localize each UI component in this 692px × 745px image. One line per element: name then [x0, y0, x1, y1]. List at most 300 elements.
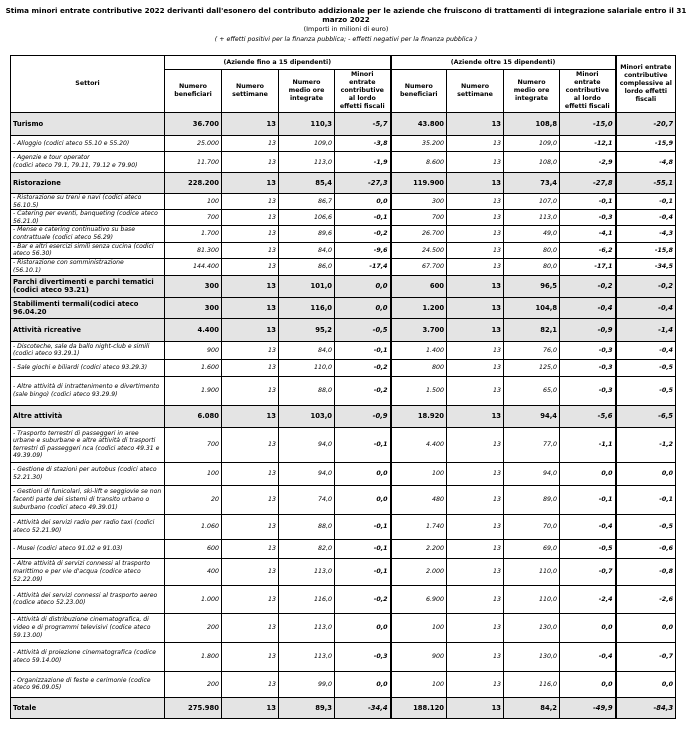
weeks-small-cell: 13	[222, 697, 279, 718]
lost-revenue-total-cell: -0,4	[616, 210, 676, 226]
group-small-firms-header: (Aziende fino a 15 dipendenti)	[165, 56, 391, 70]
weeks-large-cell: 13	[447, 514, 504, 539]
beneficiaries-large-cell: 18.920	[391, 405, 447, 427]
beneficiaries-large-cell: 800	[391, 359, 447, 376]
beneficiaries-small-cell: 900	[165, 341, 222, 359]
subsector-row	[11, 226, 676, 242]
lost-revenue-total-cell: -0,5	[616, 359, 676, 376]
sector-label: - Attività di distribuzione cinematografica, di video e di programmi televisivi (codice ateco 59.13.00)	[11, 613, 165, 642]
weeks-large-cell: 13	[447, 558, 504, 585]
weeks-large-cell: 13	[447, 258, 504, 275]
subsector-row	[11, 427, 676, 462]
lost-revenue-total-cell: -20,7	[616, 113, 676, 136]
weeks-large-cell: 13	[447, 697, 504, 718]
beneficiaries-large-cell: 900	[391, 642, 447, 671]
sector-label: - Sale giochi e biliardi (codici ateco 93.29.3)	[11, 359, 165, 376]
hours-large-cell: 107,0	[504, 194, 560, 210]
weeks-large-cell: 13	[447, 136, 504, 152]
lost-revenue-small-cell: -17,4	[335, 258, 391, 275]
lost-revenue-small-cell: -0,3	[335, 642, 391, 671]
sector-label: Turismo	[11, 113, 165, 136]
lost-revenue-large-cell: -0,1	[560, 485, 616, 514]
hours-small-cell: 74,0	[279, 485, 335, 514]
hours-large-cell: 108,0	[504, 152, 560, 173]
weeks-large-cell: 13	[447, 318, 504, 341]
lost-revenue-total-cell: -0,5	[616, 514, 676, 539]
beneficiaries-small-cell: 1.900	[165, 376, 222, 405]
subsector-row	[11, 210, 676, 226]
hours-small-cell: 86,0	[279, 258, 335, 275]
sector-label: Attività ricreative	[11, 318, 165, 341]
beneficiaries-large-cell: 1.740	[391, 514, 447, 539]
weeks-large-cell: 13	[447, 210, 504, 226]
lost-revenue-large-cell: -2,4	[560, 585, 616, 613]
beneficiaries-small-cell: 1.800	[165, 642, 222, 671]
hours-large-cell: 94,0	[504, 462, 560, 485]
sector-row	[11, 275, 676, 297]
weeks-small-cell: 13	[222, 297, 279, 318]
lost-revenue-small-cell: -0,1	[335, 539, 391, 558]
lost-revenue-total-cell: -0,8	[616, 558, 676, 585]
beneficiaries-large-cell: 24.500	[391, 242, 447, 258]
lost-revenue-large-cell: -0,5	[560, 539, 616, 558]
lost-revenue-large-cell: -6,2	[560, 242, 616, 258]
weeks-small-cell: 13	[222, 485, 279, 514]
lost-revenue-total-cell: -1,2	[616, 427, 676, 462]
lost-revenue-small-cell: -0,1	[335, 210, 391, 226]
sector-row	[11, 173, 676, 194]
sector-label: - Ristorazione con somministrazione (56.10.1)	[11, 258, 165, 275]
beneficiaries-large-cell: 100	[391, 462, 447, 485]
beneficiaries-small-cell: 6.080	[165, 405, 222, 427]
lost-revenue-large-cell: 0,0	[560, 462, 616, 485]
beneficiaries-small-cell: 1.060	[165, 514, 222, 539]
subsector-row	[11, 242, 676, 258]
weeks-small-cell: 13	[222, 376, 279, 405]
lost-revenue-total-cell: -0,1	[616, 485, 676, 514]
sector-row	[11, 297, 676, 318]
hours-small-cell: 116,0	[279, 585, 335, 613]
weeks-header-large: Numero settimane	[447, 70, 504, 113]
sector-header: Settori	[11, 56, 165, 113]
beneficiaries-small-cell: 11.700	[165, 152, 222, 173]
lost-revenue-small-cell: -0,5	[335, 318, 391, 341]
weeks-small-cell: 13	[222, 152, 279, 173]
hours-small-cell: 110,0	[279, 359, 335, 376]
weeks-small-cell: 13	[222, 275, 279, 297]
lost-revenue-large-cell: -17,1	[560, 258, 616, 275]
hours-small-cell: 94,0	[279, 427, 335, 462]
beneficiaries-small-cell: 700	[165, 210, 222, 226]
lost-revenue-total-cell: -0,4	[616, 297, 676, 318]
lost-revenue-small-cell: -3,8	[335, 136, 391, 152]
hours-large-cell: 96,5	[504, 275, 560, 297]
beneficiaries-large-cell: 188.120	[391, 697, 447, 718]
hours-large-cell: 89,0	[504, 485, 560, 514]
sector-row	[11, 318, 676, 341]
hours-large-cell: 65,0	[504, 376, 560, 405]
sector-label: - Bar e altri esercizi simili senza cucina (codici ateco 56.30)	[11, 242, 165, 258]
beneficiaries-small-cell: 200	[165, 671, 222, 697]
lost-revenue-large-cell: -0,3	[560, 341, 616, 359]
hours-large-cell: 73,4	[504, 173, 560, 194]
lost-revenue-large-cell: -0,9	[560, 318, 616, 341]
weeks-small-cell: 13	[222, 318, 279, 341]
beneficiaries-large-cell: 4.400	[391, 427, 447, 462]
beneficiaries-small-cell: 4.400	[165, 318, 222, 341]
sector-label: - Organizzazione di feste e cerimonie (codice ateco 96.09.05)	[11, 671, 165, 697]
weeks-small-cell: 13	[222, 113, 279, 136]
subsector-row	[11, 485, 676, 514]
beneficiaries-small-cell: 25.000	[165, 136, 222, 152]
beneficiaries-small-cell: 1.600	[165, 359, 222, 376]
lost-revenue-header-small: Minori entrate contributive al lordo effetti fiscali	[335, 70, 391, 113]
hours-small-cell: 82,0	[279, 539, 335, 558]
sector-label: Altre attività	[11, 405, 165, 427]
hours-small-cell: 94,0	[279, 462, 335, 485]
beneficiaries-small-cell: 275.980	[165, 697, 222, 718]
weeks-small-cell: 13	[222, 210, 279, 226]
unit-note: (Importi in milioni di euro)	[303, 25, 389, 33]
lost-revenue-large-cell: 0,0	[560, 613, 616, 642]
beneficiaries-large-cell: 1.400	[391, 341, 447, 359]
hours-large-cell: 130,0	[504, 613, 560, 642]
hours-header-large: Numero medio ore integrate	[504, 70, 560, 113]
hours-small-cell: 89,6	[279, 226, 335, 242]
lost-revenue-total-cell: -0,5	[616, 376, 676, 405]
sector-label: - Attività dei servizi radio per radio taxi (codici ateco 52.21.90)	[11, 514, 165, 539]
beneficiaries-large-cell: 8.600	[391, 152, 447, 173]
subsector-row	[11, 613, 676, 642]
lost-revenue-total-cell: -0,2	[616, 275, 676, 297]
sector-label: - Mense e catering continuativo su base contrattuale (codici ateco 56.29)	[11, 226, 165, 242]
lost-revenue-small-cell: -0,1	[335, 427, 391, 462]
lost-revenue-total-cell: -84,3	[616, 697, 676, 718]
sector-label: Ristorazione	[11, 173, 165, 194]
lost-revenue-large-cell: -12,1	[560, 136, 616, 152]
hours-large-cell: 109,0	[504, 136, 560, 152]
lost-revenue-small-cell: 0,0	[335, 671, 391, 697]
subsector-row	[11, 152, 676, 173]
weeks-small-cell: 13	[222, 539, 279, 558]
subsector-row	[11, 359, 676, 376]
lost-revenue-small-cell: -34,4	[335, 697, 391, 718]
lost-revenue-total-cell: -2,6	[616, 585, 676, 613]
weeks-small-cell: 13	[222, 671, 279, 697]
lost-revenue-total-cell: -15,8	[616, 242, 676, 258]
lost-revenue-large-cell: -0,4	[560, 514, 616, 539]
sector-label: - Gestione di stazioni per autobus (codici ateco 52.21.30)	[11, 462, 165, 485]
lost-revenue-total-cell: 0,0	[616, 671, 676, 697]
sector-row	[11, 405, 676, 427]
weeks-large-cell: 13	[447, 642, 504, 671]
hours-large-cell: 82,1	[504, 318, 560, 341]
lost-revenue-large-cell: -4,1	[560, 226, 616, 242]
beneficiaries-small-cell: 200	[165, 613, 222, 642]
weeks-large-cell: 13	[447, 671, 504, 697]
weeks-small-cell: 13	[222, 258, 279, 275]
lost-revenue-total-cell: -6,5	[616, 405, 676, 427]
hours-small-cell: 85,4	[279, 173, 335, 194]
lost-revenue-small-cell: -9,6	[335, 242, 391, 258]
beneficiaries-large-cell: 300	[391, 194, 447, 210]
lost-revenue-large-cell: -0,7	[560, 558, 616, 585]
subsector-row	[11, 642, 676, 671]
lost-revenue-large-cell: 0,0	[560, 671, 616, 697]
beneficiaries-small-cell: 1.700	[165, 226, 222, 242]
subsector-row	[11, 514, 676, 539]
weeks-large-cell: 13	[447, 152, 504, 173]
weeks-large-cell: 13	[447, 226, 504, 242]
weeks-large-cell: 13	[447, 462, 504, 485]
hours-small-cell: 88,0	[279, 376, 335, 405]
hours-large-cell: 77,0	[504, 427, 560, 462]
hours-small-cell: 113,0	[279, 152, 335, 173]
beneficiaries-large-cell: 43.800	[391, 113, 447, 136]
sector-label: - Discoteche, sale da ballo night-club e simili (codici ateco 93.29.1)	[11, 341, 165, 359]
beneficiaries-large-cell: 1.500	[391, 376, 447, 405]
hours-small-cell: 116,0	[279, 297, 335, 318]
hours-large-cell: 80,0	[504, 242, 560, 258]
hours-small-cell: 101,0	[279, 275, 335, 297]
beneficiaries-header-small: Numero beneficiari	[165, 70, 222, 113]
beneficiaries-header-large: Numero beneficiari	[391, 70, 447, 113]
weeks-large-cell: 13	[447, 485, 504, 514]
sign-note: ( + effetti positivi per la finanza pubblica; - effetti negativi per la finanza pubblica )	[214, 36, 478, 43]
beneficiaries-large-cell: 3.700	[391, 318, 447, 341]
lost-revenue-small-cell: 0,0	[335, 485, 391, 514]
lost-revenue-total-cell: -0,4	[616, 341, 676, 359]
weeks-large-cell: 13	[447, 242, 504, 258]
sector-label: - Altre attività di intrattenimento e divertimento (sale bingo) (codici ateco 93.29.9)	[11, 376, 165, 405]
beneficiaries-large-cell: 6.900	[391, 585, 447, 613]
hours-small-cell: 99,0	[279, 671, 335, 697]
lost-revenue-small-cell: -1,9	[335, 152, 391, 173]
weeks-large-cell: 13	[447, 113, 504, 136]
hours-small-cell: 110,3	[279, 113, 335, 136]
beneficiaries-large-cell: 67.700	[391, 258, 447, 275]
weeks-large-cell: 13	[447, 613, 504, 642]
contributions-table	[10, 55, 676, 719]
lost-revenue-small-cell: -0,2	[335, 359, 391, 376]
weeks-large-cell: 13	[447, 405, 504, 427]
hours-large-cell: 69,0	[504, 539, 560, 558]
beneficiaries-large-cell: 35.200	[391, 136, 447, 152]
beneficiaries-large-cell: 1.200	[391, 297, 447, 318]
subsector-row	[11, 341, 676, 359]
sector-label: - Catering per eventi, banqueting (codice ateco 56.21.0)	[11, 210, 165, 226]
sector-label: Totale	[11, 697, 165, 718]
lost-revenue-large-cell: -27,8	[560, 173, 616, 194]
lost-revenue-total-cell: -34,5	[616, 258, 676, 275]
sector-label: Parchi divertimenti e parchi tematici (codici ateco 93.21)	[11, 275, 165, 297]
weeks-small-cell: 13	[222, 242, 279, 258]
lost-revenue-total-cell: -1,4	[616, 318, 676, 341]
lost-revenue-large-cell: -0,3	[560, 210, 616, 226]
lost-revenue-large-cell: -15,0	[560, 113, 616, 136]
lost-revenue-large-cell: -2,9	[560, 152, 616, 173]
beneficiaries-small-cell: 300	[165, 297, 222, 318]
beneficiaries-small-cell: 700	[165, 427, 222, 462]
lost-revenue-small-cell: -0,1	[335, 514, 391, 539]
sector-label: - Trasporto terrestri di passeggeri in aree urbane e suburbane e altre attività di trasporti terrestri di passeggeri nca (codici ateco 49.31 e 49.39.09)	[11, 427, 165, 462]
beneficiaries-large-cell: 700	[391, 210, 447, 226]
subsector-row	[11, 671, 676, 697]
lost-revenue-small-cell: -0,2	[335, 585, 391, 613]
document-title: Stima minori entrate contributive 2022 derivanti dall'esonero del contributo addizionale per le aziende che fruiscono di trattamenti di integrazione salariale entro il 31 marzo 2022	[5, 6, 687, 24]
beneficiaries-small-cell: 20	[165, 485, 222, 514]
weeks-small-cell: 13	[222, 136, 279, 152]
beneficiaries-large-cell: 2.200	[391, 539, 447, 558]
beneficiaries-large-cell: 100	[391, 613, 447, 642]
hours-small-cell: 109,0	[279, 136, 335, 152]
lost-revenue-total-cell: -4,3	[616, 226, 676, 242]
lost-revenue-total-cell: -0,6	[616, 539, 676, 558]
lost-revenue-small-cell: 0,0	[335, 462, 391, 485]
table-body	[11, 113, 676, 719]
lost-revenue-small-cell: -0,1	[335, 341, 391, 359]
hours-large-cell: 130,0	[504, 642, 560, 671]
lost-revenue-large-cell: -0,4	[560, 297, 616, 318]
sector-row	[11, 113, 676, 136]
hours-small-cell: 103,0	[279, 405, 335, 427]
lost-revenue-small-cell: 0,0	[335, 275, 391, 297]
lost-revenue-header-large: Minori entrate contributive al lordo effetti fiscali	[560, 70, 616, 113]
sector-label: - Ristorazione su treni e navi (codici ateco 56.10.5)	[11, 194, 165, 210]
hours-large-cell: 84,2	[504, 697, 560, 718]
hours-large-cell: 76,0	[504, 341, 560, 359]
subsector-row	[11, 558, 676, 585]
beneficiaries-small-cell: 600	[165, 539, 222, 558]
hours-small-cell: 84,0	[279, 341, 335, 359]
lost-revenue-small-cell: -0,1	[335, 558, 391, 585]
lost-revenue-small-cell: -0,2	[335, 226, 391, 242]
lost-revenue-large-cell: -0,3	[560, 359, 616, 376]
weeks-small-cell: 13	[222, 226, 279, 242]
weeks-large-cell: 13	[447, 297, 504, 318]
sector-label: - Musei (codici ateco 91.02 e 91.03)	[11, 539, 165, 558]
hours-large-cell: 116,0	[504, 671, 560, 697]
weeks-large-cell: 13	[447, 585, 504, 613]
hours-small-cell: 84,0	[279, 242, 335, 258]
hours-large-cell: 125,0	[504, 359, 560, 376]
lost-revenue-large-cell: -1,1	[560, 427, 616, 462]
beneficiaries-small-cell: 1.000	[165, 585, 222, 613]
lost-revenue-small-cell: -0,2	[335, 376, 391, 405]
hours-small-cell: 95,2	[279, 318, 335, 341]
beneficiaries-small-cell: 100	[165, 194, 222, 210]
lost-revenue-small-cell: -0,9	[335, 405, 391, 427]
sector-row	[11, 697, 676, 718]
weeks-large-cell: 13	[447, 275, 504, 297]
beneficiaries-small-cell: 81.300	[165, 242, 222, 258]
group-large-firms-header: (Aziende oltre 15 dipendenti)	[391, 56, 616, 70]
sector-label: - Attività di proiezione cinematografica (codice ateco 59.14.00)	[11, 642, 165, 671]
beneficiaries-small-cell: 228.200	[165, 173, 222, 194]
hours-large-cell: 70,0	[504, 514, 560, 539]
lost-revenue-small-cell: -5,7	[335, 113, 391, 136]
lost-revenue-small-cell: -27,3	[335, 173, 391, 194]
sector-label: - Altre attività di servizi connessi al trasporto marittimo e per vie d'acqua (codice ateco 52.22.09)	[11, 558, 165, 585]
weeks-large-cell: 13	[447, 359, 504, 376]
lost-revenue-large-cell: -0,4	[560, 642, 616, 671]
subsector-row	[11, 136, 676, 152]
beneficiaries-small-cell: 300	[165, 275, 222, 297]
sector-label: Stabilimenti termali(codici ateco 96.04.20	[11, 297, 165, 318]
hours-large-cell: 49,0	[504, 226, 560, 242]
hours-large-cell: 108,8	[504, 113, 560, 136]
weeks-small-cell: 13	[222, 613, 279, 642]
hours-small-cell: 113,0	[279, 642, 335, 671]
beneficiaries-large-cell: 2.000	[391, 558, 447, 585]
hours-large-cell: 110,0	[504, 558, 560, 585]
hours-small-cell: 89,3	[279, 697, 335, 718]
subsector-row	[11, 194, 676, 210]
lost-revenue-small-cell: 0,0	[335, 297, 391, 318]
lost-revenue-large-cell: -5,6	[560, 405, 616, 427]
beneficiaries-large-cell: 26.700	[391, 226, 447, 242]
weeks-small-cell: 13	[222, 585, 279, 613]
hours-header-small: Numero medio ore integrate	[279, 70, 335, 113]
weeks-small-cell: 13	[222, 173, 279, 194]
total-lost-revenue-header: Minori entrate contributive complessive al lordo effetti fiscali	[616, 56, 676, 113]
lost-revenue-large-cell: -49,9	[560, 697, 616, 718]
subsector-row	[11, 258, 676, 275]
weeks-small-cell: 13	[222, 341, 279, 359]
beneficiaries-small-cell: 400	[165, 558, 222, 585]
hours-small-cell: 113,0	[279, 558, 335, 585]
subsector-row	[11, 462, 676, 485]
beneficiaries-large-cell: 600	[391, 275, 447, 297]
hours-large-cell: 104,8	[504, 297, 560, 318]
hours-large-cell: 110,0	[504, 585, 560, 613]
lost-revenue-total-cell: 0,0	[616, 613, 676, 642]
lost-revenue-small-cell: 0,0	[335, 613, 391, 642]
weeks-small-cell: 13	[222, 558, 279, 585]
weeks-small-cell: 13	[222, 359, 279, 376]
beneficiaries-small-cell: 36.700	[165, 113, 222, 136]
hours-small-cell: 113,0	[279, 613, 335, 642]
weeks-large-cell: 13	[447, 376, 504, 405]
sector-label: - Alloggio (codici ateco 55.10 e 55.20)	[11, 136, 165, 152]
weeks-large-cell: 13	[447, 427, 504, 462]
hours-large-cell: 80,0	[504, 258, 560, 275]
beneficiaries-small-cell: 100	[165, 462, 222, 485]
lost-revenue-total-cell: -55,1	[616, 173, 676, 194]
lost-revenue-total-cell: -4,8	[616, 152, 676, 173]
lost-revenue-large-cell: -0,2	[560, 275, 616, 297]
sector-label: - Gestioni di funicolari, ski-lift e seggiovie se non facenti parte dei sistemi di transito urbano o suburbano (codici ateco 49.39.01)	[11, 485, 165, 514]
beneficiaries-small-cell: 144.400	[165, 258, 222, 275]
lost-revenue-total-cell: -15,9	[616, 136, 676, 152]
lost-revenue-total-cell: -0,1	[616, 194, 676, 210]
hours-small-cell: 86,7	[279, 194, 335, 210]
weeks-small-cell: 13	[222, 514, 279, 539]
weeks-header-small: Numero settimane	[222, 70, 279, 113]
beneficiaries-large-cell: 119.900	[391, 173, 447, 194]
subsector-row	[11, 539, 676, 558]
lost-revenue-total-cell: -0,7	[616, 642, 676, 671]
beneficiaries-large-cell: 480	[391, 485, 447, 514]
hours-large-cell: 113,0	[504, 210, 560, 226]
weeks-small-cell: 13	[222, 462, 279, 485]
beneficiaries-large-cell: 100	[391, 671, 447, 697]
weeks-small-cell: 13	[222, 194, 279, 210]
lost-revenue-large-cell: -0,3	[560, 376, 616, 405]
lost-revenue-large-cell: -0,1	[560, 194, 616, 210]
weeks-large-cell: 13	[447, 341, 504, 359]
hours-large-cell: 94,4	[504, 405, 560, 427]
